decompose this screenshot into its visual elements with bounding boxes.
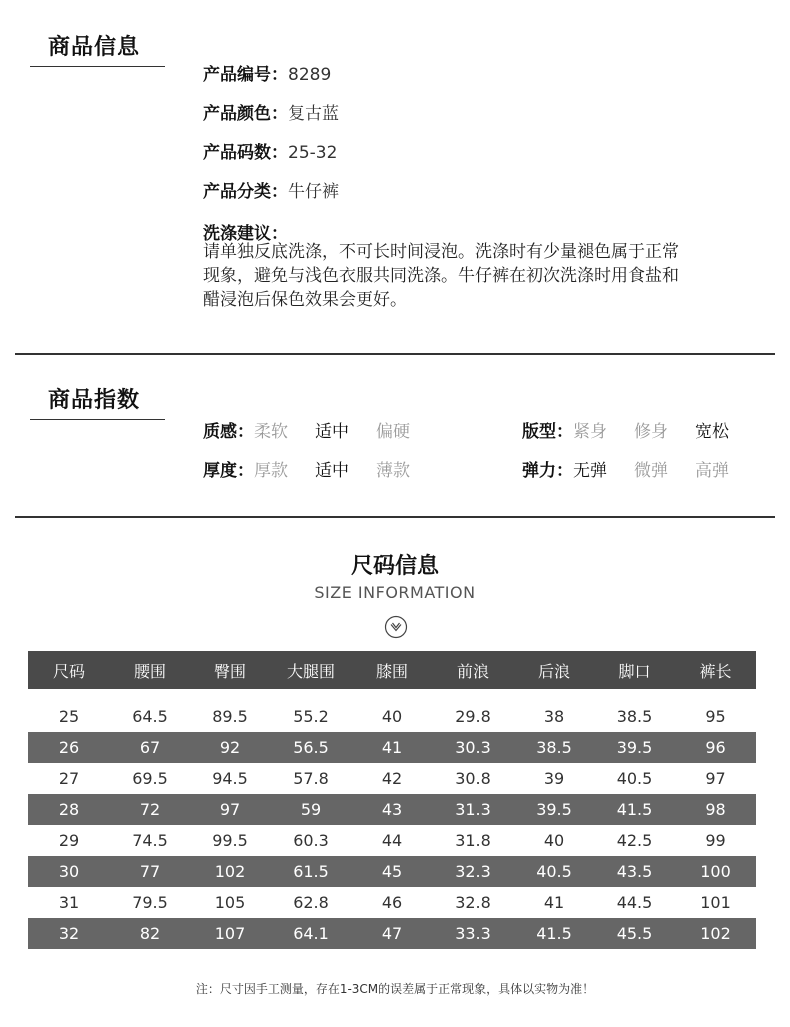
index-option: 柔软 [254, 422, 288, 442]
size-table-cell: 82 [139, 924, 161, 943]
size-table-cell: 39.5 [536, 800, 572, 819]
size-table-cell: 31.3 [455, 800, 491, 819]
size-table-body [28, 701, 756, 949]
product-info-title-underline [30, 66, 165, 67]
size-table-cell: 45.5 [616, 924, 653, 943]
size-table-cell: 40.5 [536, 862, 572, 881]
index-label: 弹力： [522, 461, 573, 481]
product-category-row [203, 181, 339, 203]
size-table-cell: 30.8 [455, 769, 491, 788]
size-table-cell: 38.5 [616, 707, 653, 726]
size-table-cell: 92 [219, 738, 241, 757]
size-table-cell: 97 [219, 800, 241, 819]
chevron-down-circle-icon [384, 615, 408, 639]
product-size-range-value: 25-32 [288, 143, 338, 163]
size-table-cell: 107 [214, 924, 246, 943]
size-table-row [28, 825, 756, 856]
product-index-title-underline [30, 419, 165, 420]
index-option: 厚款 [254, 461, 288, 481]
size-table-header-cell: 尺码 [52, 661, 85, 681]
size-table-header-cell: 腰围 [133, 661, 166, 681]
size-table-cell: 40 [381, 707, 403, 726]
size-table-cell: 32.3 [455, 862, 491, 881]
size-table-cell: 38 [543, 707, 565, 726]
size-table-cell: 89.5 [212, 707, 248, 726]
product-category-label: 产品分类： [203, 182, 288, 202]
size-table-header-cell: 前浪 [456, 661, 489, 681]
index-fit-row [522, 417, 756, 442]
size-table-cell: 45 [381, 862, 403, 881]
size-table-row [28, 856, 756, 887]
index-option: 适中 [315, 461, 349, 481]
size-table-cell: 29.8 [455, 707, 491, 726]
wash-advice-line: 请单独反底洗涤，不可长时间浸泡。洗涤时有少量褪色属于正常 [203, 242, 679, 262]
size-table-header-cell: 膝围 [375, 661, 408, 681]
index-option: 偏硬 [376, 422, 410, 442]
index-option: 高弹 [695, 461, 729, 481]
size-table-cell: 74.5 [132, 831, 168, 850]
size-table-header [28, 651, 756, 689]
size-table-row [28, 918, 756, 949]
size-table-cell: 43 [381, 800, 403, 819]
product-category-value: 牛仔裤 [288, 182, 339, 202]
size-table-cell: 102 [700, 924, 731, 943]
size-table-cell: 55.2 [293, 707, 329, 726]
index-label: 版型： [522, 422, 573, 442]
size-table-row [28, 701, 756, 732]
index-option: 宽松 [695, 422, 729, 442]
size-table-cell: 56.5 [293, 738, 329, 757]
size-table-cell: 60.3 [293, 831, 329, 850]
product-info-title: 商品信息 [48, 35, 141, 60]
size-table-cell: 59 [300, 800, 322, 819]
size-table-spacer [28, 689, 756, 701]
size-table-cell: 30.3 [455, 738, 491, 757]
index-option: 适中 [315, 422, 349, 442]
index-option: 紧身 [573, 422, 607, 442]
size-table-cell: 31.8 [455, 831, 491, 850]
size-table-cell: 39.5 [616, 738, 653, 757]
product-color-value: 复古蓝 [288, 104, 339, 124]
size-table-cell: 79.5 [132, 893, 168, 912]
size-table-cell: 29 [58, 831, 80, 850]
size-table-cell: 41 [543, 893, 565, 912]
index-elasticity-row [522, 456, 756, 481]
size-table-cell: 95 [705, 707, 726, 726]
size-table-cell: 27 [58, 769, 80, 788]
size-table-cell: 28 [58, 800, 80, 819]
size-table-cell: 42.5 [616, 831, 653, 850]
size-table-cell: 105 [214, 893, 246, 912]
size-table-cell: 41.5 [616, 800, 653, 819]
size-table-cell: 99 [705, 831, 726, 850]
size-table-cell: 44 [381, 831, 403, 850]
size-table-cell: 94.5 [212, 769, 248, 788]
product-index-title: 商品指数 [48, 388, 141, 413]
size-table-cell: 39 [543, 769, 565, 788]
size-table-header-cell: 脚口 [618, 661, 651, 681]
product-code-value: 8289 [288, 65, 332, 85]
size-table-cell: 41 [381, 738, 403, 757]
wash-advice-label: 洗涤建议： [203, 224, 288, 244]
index-thickness-row [203, 456, 437, 481]
size-table-cell: 44.5 [616, 893, 653, 912]
size-table-cell: 32.8 [455, 893, 491, 912]
product-code-row [203, 64, 331, 86]
size-table-cell: 62.8 [293, 893, 329, 912]
size-table-cell: 31 [58, 893, 80, 912]
section-divider [15, 516, 775, 518]
size-table-cell: 64.1 [293, 924, 329, 943]
size-table-row [28, 763, 756, 794]
size-table-cell: 102 [214, 862, 246, 881]
section-divider [15, 353, 775, 355]
size-table-header-cell: 后浪 [537, 661, 570, 681]
size-table-cell: 46 [381, 893, 403, 912]
product-color-label: 产品颜色： [203, 104, 288, 124]
wash-advice-text [203, 240, 768, 312]
wash-advice-line: 醋浸泡后保色效果会更好。 [203, 290, 407, 310]
size-table-cell: 97 [705, 769, 726, 788]
size-table-cell: 38.5 [536, 738, 572, 757]
product-color-row [203, 103, 339, 125]
size-table-cell: 40.5 [616, 769, 653, 788]
size-table-cell: 40 [543, 831, 565, 850]
size-table-cell: 100 [700, 862, 731, 881]
product-code-label: 产品编号： [203, 65, 288, 85]
index-option: 微弹 [634, 461, 668, 481]
product-size-range-row [203, 142, 337, 164]
index-option: 薄款 [376, 461, 410, 481]
size-table-cell: 43.5 [616, 862, 653, 881]
index-texture-row [203, 417, 437, 442]
size-table-cell: 25 [58, 707, 80, 726]
index-label: 厚度： [203, 461, 254, 481]
size-table-cell: 69.5 [132, 769, 168, 788]
size-table-cell: 33.3 [455, 924, 491, 943]
size-table-cell: 41.5 [536, 924, 572, 943]
size-table-cell: 47 [381, 924, 403, 943]
product-size-range-label: 产品码数： [203, 143, 288, 163]
index-option: 修身 [634, 422, 668, 442]
size-table-cell: 96 [705, 738, 726, 757]
size-note: 注：尺寸因手工测量，存在1-3CM的误差属于正常现象，具体以实物为准！ [195, 982, 595, 996]
size-table-cell: 32 [58, 924, 80, 943]
size-table-cell: 61.5 [293, 862, 329, 881]
size-table-cell: 77 [139, 862, 161, 881]
size-table-cell: 101 [700, 893, 731, 912]
size-table-cell: 64.5 [132, 707, 168, 726]
size-table-cell: 30 [58, 862, 80, 881]
size-table-cell: 42 [381, 769, 403, 788]
size-table-cell: 67 [139, 738, 161, 757]
size-table-cell: 57.8 [293, 769, 329, 788]
size-table-row [28, 887, 756, 918]
size-table-row [28, 732, 756, 763]
size-table-header-cell: 大腿围 [286, 661, 335, 681]
size-info-subtitle: SIZE INFORMATION [314, 583, 476, 602]
size-table-cell: 26 [58, 738, 80, 757]
size-info-title: 尺码信息 [350, 554, 439, 579]
size-table-row [28, 794, 756, 825]
index-option: 无弹 [573, 461, 607, 481]
size-table-header-cell: 臀围 [213, 661, 246, 681]
size-table-cell: 98 [705, 800, 726, 819]
index-label: 质感： [203, 422, 254, 442]
size-table [28, 651, 756, 949]
size-table-cell: 99.5 [212, 831, 248, 850]
wash-advice-line: 现象，避免与浅色衣服共同洗涤。牛仔裤在初次洗涤时用食盐和 [203, 266, 679, 286]
size-table-header-cell: 裤长 [699, 661, 732, 681]
size-table-cell: 72 [139, 800, 161, 819]
